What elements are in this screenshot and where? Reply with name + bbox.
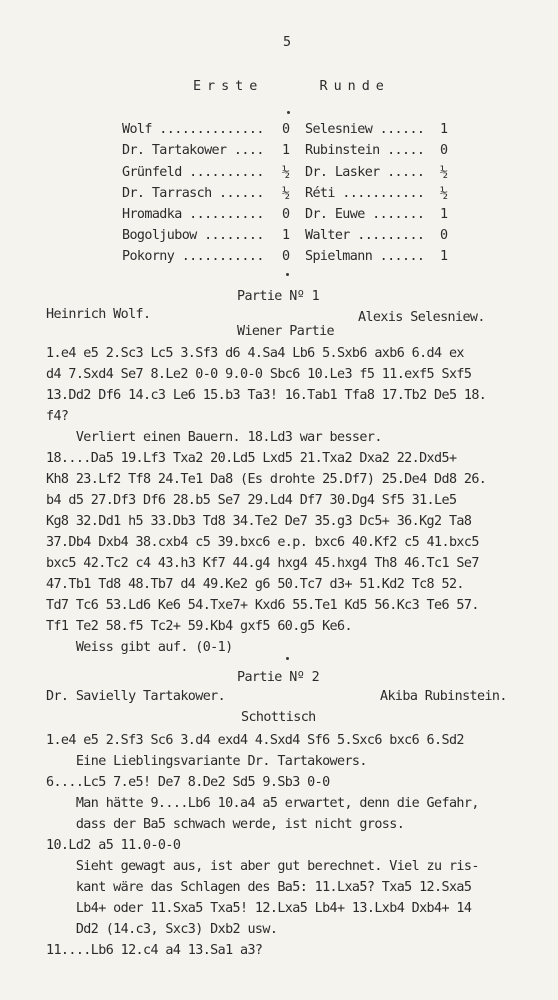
pairing-black-result: 1 bbox=[440, 207, 448, 222]
pairing-white: Pokorny ........... bbox=[122, 249, 264, 264]
game1-opening: Wiener Partie bbox=[237, 324, 335, 339]
pairing-black-result: 0 bbox=[440, 228, 448, 243]
game2-black-player: Akiba Rubinstein. bbox=[380, 689, 507, 704]
move-line: Td7 Tc6 53.Ld6 Ke6 54.Txe7+ Kxd6 55.Te1 Kd5 56.Kc3 Te6 57. bbox=[46, 598, 479, 613]
pairing-white: Hromadka .......... bbox=[122, 207, 264, 222]
pairing-result: 0 bbox=[282, 207, 290, 222]
game2-white-player: Dr. Savielly Tartakower. bbox=[46, 689, 226, 704]
ornament-dot bbox=[286, 657, 289, 660]
move-line: f4? bbox=[46, 409, 69, 424]
move-line: 18....Da5 19.Lf3 Txa2 20.Ld5 Lxd5 21.Txa2 Dxa2 22.Dxd5+ bbox=[46, 451, 457, 466]
pairing-white: Grünfeld .......... bbox=[122, 165, 264, 180]
pairing-result: 0 bbox=[282, 122, 290, 137]
pairing-black: Dr. Lasker ..... bbox=[305, 165, 425, 180]
move-line: 10.Ld2 a5 11.0-0-0 bbox=[46, 838, 181, 853]
game1-white-player: Heinrich Wolf. bbox=[46, 307, 151, 322]
move-line: bxc5 42.Tc2 c4 43.h3 Kf7 44.g4 hxg4 45.hxg4 Th8 46.Tc1 Se7 bbox=[46, 556, 479, 571]
pairing-black-result: 1 bbox=[440, 249, 448, 264]
commentary-line: dass der Ba5 schwach werde, ist nicht gross. bbox=[46, 817, 405, 832]
pairing-result: 1 bbox=[282, 143, 290, 158]
pairing-black-result: ½ bbox=[440, 186, 448, 201]
game2-opening: Schottisch bbox=[241, 710, 316, 725]
game2-title: Partie Nº 2 bbox=[237, 670, 320, 685]
commentary-line: Weiss gibt auf. (0-1) bbox=[46, 640, 233, 655]
pairing-white: Wolf .............. bbox=[122, 122, 264, 137]
move-line: 6....Lc5 7.e5! De7 8.De2 Sd5 9.Sb3 0-0 bbox=[46, 775, 330, 790]
commentary-line: Sieht gewagt aus, ist aber gut berechnet. Viel zu ris- bbox=[46, 859, 479, 874]
round-title: Erste Runde bbox=[193, 79, 390, 94]
ornament-dot bbox=[286, 273, 289, 276]
pairing-black: Réti ........... bbox=[305, 186, 425, 201]
move-line: 13.Dd2 Df6 14.c3 Le6 15.b3 Ta3! 16.Tab1 Tfa8 17.Tb2 De5 18. bbox=[46, 388, 487, 403]
move-line: 37.Db4 Dxb4 38.cxb4 c5 39.bxc6 e.p. bxc6 40.Kf2 c5 41.bxc5 bbox=[46, 535, 479, 550]
pairing-result: ½ bbox=[282, 186, 290, 201]
move-line: 1.e4 e5 2.Sf3 Sc6 3.d4 exd4 4.Sxd4 Sf6 5.Sxc6 bxc6 6.Sd2 bbox=[46, 733, 464, 748]
pairing-result: 0 bbox=[282, 249, 290, 264]
pairing-black-result: ½ bbox=[440, 165, 448, 180]
commentary-line: Verliert einen Bauern. 18.Ld3 war besser. bbox=[46, 430, 382, 445]
game1-black-player: Alexis Selesniew. bbox=[358, 310, 485, 325]
move-line: 47.Tb1 Td8 48.Tb7 d4 49.Ke2 g6 50.Tc7 d3+ 51.Kd2 Tc8 52. bbox=[46, 577, 464, 592]
move-line: Kh8 23.Lf2 Tf8 24.Te1 Da8 (Es drohte 25.Df7) 25.De4 Dd8 26. bbox=[46, 472, 487, 487]
commentary-line: Eine Lieblingsvariante Dr. Tartakowers. bbox=[46, 754, 367, 769]
pairing-result: ½ bbox=[282, 165, 290, 180]
pairing-black: Selesniew ...... bbox=[305, 122, 425, 137]
move-line: b4 d5 27.Df3 Df6 28.b5 Se7 29.Ld4 Df7 30.Dg4 Sf5 31.Le5 bbox=[46, 493, 457, 508]
move-line: 1.e4 e5 2.Sc3 Lc5 3.Sf3 d6 4.Sa4 Lb6 5.Sxb6 axb6 6.d4 ex bbox=[46, 346, 464, 361]
pairing-white: Dr. Tartakower .... bbox=[122, 143, 264, 158]
commentary-line: kant wäre das Schlagen des Ba5: 11.Lxa5? Txa5 12.Sxa5 bbox=[46, 880, 472, 895]
pairing-black: Rubinstein ..... bbox=[305, 143, 425, 158]
pairing-black-result: 0 bbox=[440, 143, 448, 158]
move-line: Tf1 Te2 58.f5 Tc2+ 59.Kb4 gxf5 60.g5 Ke6. bbox=[46, 619, 352, 634]
commentary-line: Dd2 (14.c3, Sxc3) Dxb2 usw. bbox=[46, 922, 278, 937]
game1-title: Partie Nº 1 bbox=[237, 289, 320, 304]
pairing-black: Spielmann ...... bbox=[305, 249, 425, 264]
move-line: d4 7.Sxd4 Se7 8.Le2 0-0 9.0-0 Sbc6 10.Le3 f5 11.exf5 Sxf5 bbox=[46, 367, 472, 382]
ornament-dot bbox=[287, 111, 290, 114]
pairing-black: Walter ......... bbox=[305, 228, 425, 243]
pairing-white: Dr. Tarrasch ...... bbox=[122, 186, 264, 201]
pairing-black: Dr. Euwe ....... bbox=[305, 207, 425, 222]
page-number: 5 bbox=[283, 35, 291, 50]
move-line: Kg8 32.Dd1 h5 33.Db3 Td8 34.Te2 De7 35.g3 Dc5+ 36.Kg2 Ta8 bbox=[46, 514, 472, 529]
commentary-line: Man hätte 9....Lb6 10.a4 a5 erwartet, denn die Gefahr, bbox=[46, 796, 479, 811]
commentary-line: Lb4+ oder 11.Sxa5 Txa5! 12.Lxa5 Lb4+ 13.Lxb4 Dxb4+ 14 bbox=[46, 901, 472, 916]
move-line: 11....Lb6 12.c4 a4 13.Sa1 a3? bbox=[46, 943, 263, 958]
pairing-black-result: 1 bbox=[440, 122, 448, 137]
pairing-result: 1 bbox=[282, 228, 290, 243]
pairing-white: Bogoljubow ........ bbox=[122, 228, 264, 243]
